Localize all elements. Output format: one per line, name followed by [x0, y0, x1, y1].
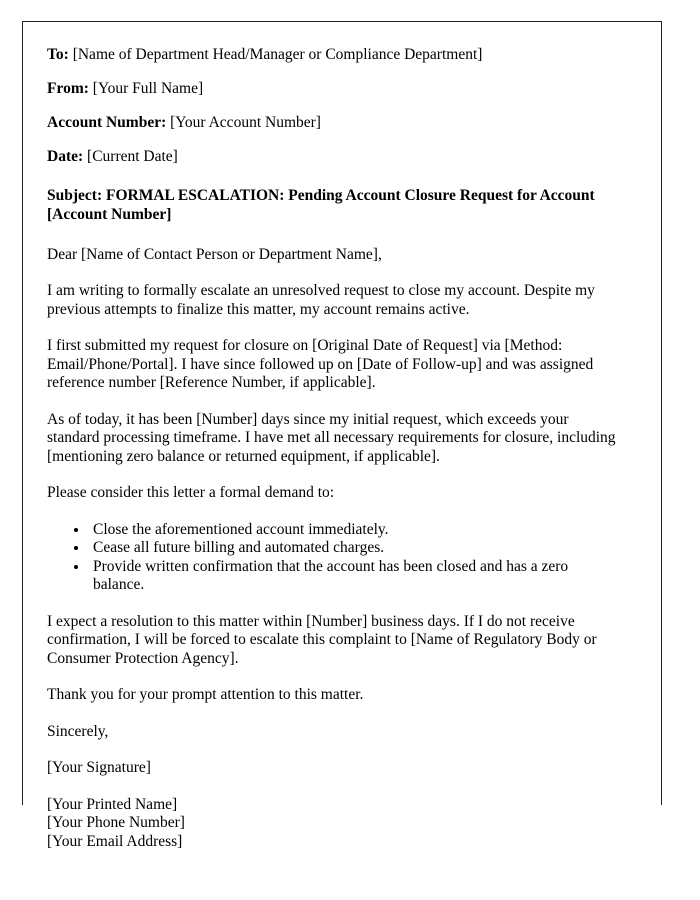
document-page [22, 21, 662, 850]
header-value-account-number: [Your Account Number] [170, 114, 321, 131]
resolution-paragraph: I expect a resolution to this matter within [Number] business days. If I do not receive confirmation, I will be forced to escalate this complaint to [Name of Regulatory Body or Consumer Protection Agency]. [47, 612, 597, 667]
signoff: Sincerely, [47, 722, 109, 740]
header-field-to [47, 46, 639, 64]
header-label-account-number: Account Number: [47, 114, 167, 131]
salutation: Dear [Name of Contact Person or Department Name], [47, 246, 382, 263]
document-body [23, 22, 661, 851]
header-field-from [47, 80, 639, 98]
subject-line: Subject: FORMAL ESCALATION: Pending Account Closure Request for Account [Account Number] [47, 187, 595, 223]
header-value-to: [Name of Department Head/Manager or Compliance Department] [72, 46, 483, 63]
thanks-paragraph: Thank you for your prompt attention to this matter. [47, 686, 364, 703]
demand-list [47, 521, 639, 595]
header-label-date: Date: [47, 148, 84, 165]
header-label-to: To: [47, 46, 69, 63]
demand-intro: Please consider this letter a formal demand to: [47, 484, 335, 501]
signature-email-address: [Your Email Address] [47, 832, 183, 850]
signature-placeholder: [Your Signature] [47, 759, 151, 776]
body-paragraph-1: I am writing to formally escalate an unresolved request to close my account. Despite my previous attempts to finalize this matter, my account remains active. [47, 282, 595, 318]
signature-block [47, 796, 639, 852]
list-item: • Provide written confirmation that the account has been closed and has a zero balance. [89, 558, 639, 595]
body-paragraph-2: I first submitted my request for closure on [Original Date of Request] via [Method: Email/Phone/Portal]. I have since followed up on [Date of Follow-up] and was assigned reference number [Reference Number, if applicable]. [47, 337, 594, 391]
header-value-date: [Current Date] [87, 148, 178, 165]
signature-printed-name: [Your Printed Name] [47, 795, 178, 813]
body-paragraph-3: As of today, it has been [Number] days since my initial request, which exceeds your standard processing timeframe. I have met all necessary requirements for closure, including [mentioning zero balance or returned equipment, if applicable]. [47, 410, 616, 465]
list-item: • Close the aforementioned account immediately. [89, 521, 639, 540]
header-field-date [47, 148, 639, 166]
list-item: • Cease all future billing and automated charges. [89, 539, 639, 558]
header-field-account-number [47, 114, 639, 132]
header-label-from: From: [47, 80, 89, 97]
header-value-from: [Your Full Name] [92, 80, 204, 97]
signature-phone-number: [Your Phone Number] [47, 814, 185, 831]
